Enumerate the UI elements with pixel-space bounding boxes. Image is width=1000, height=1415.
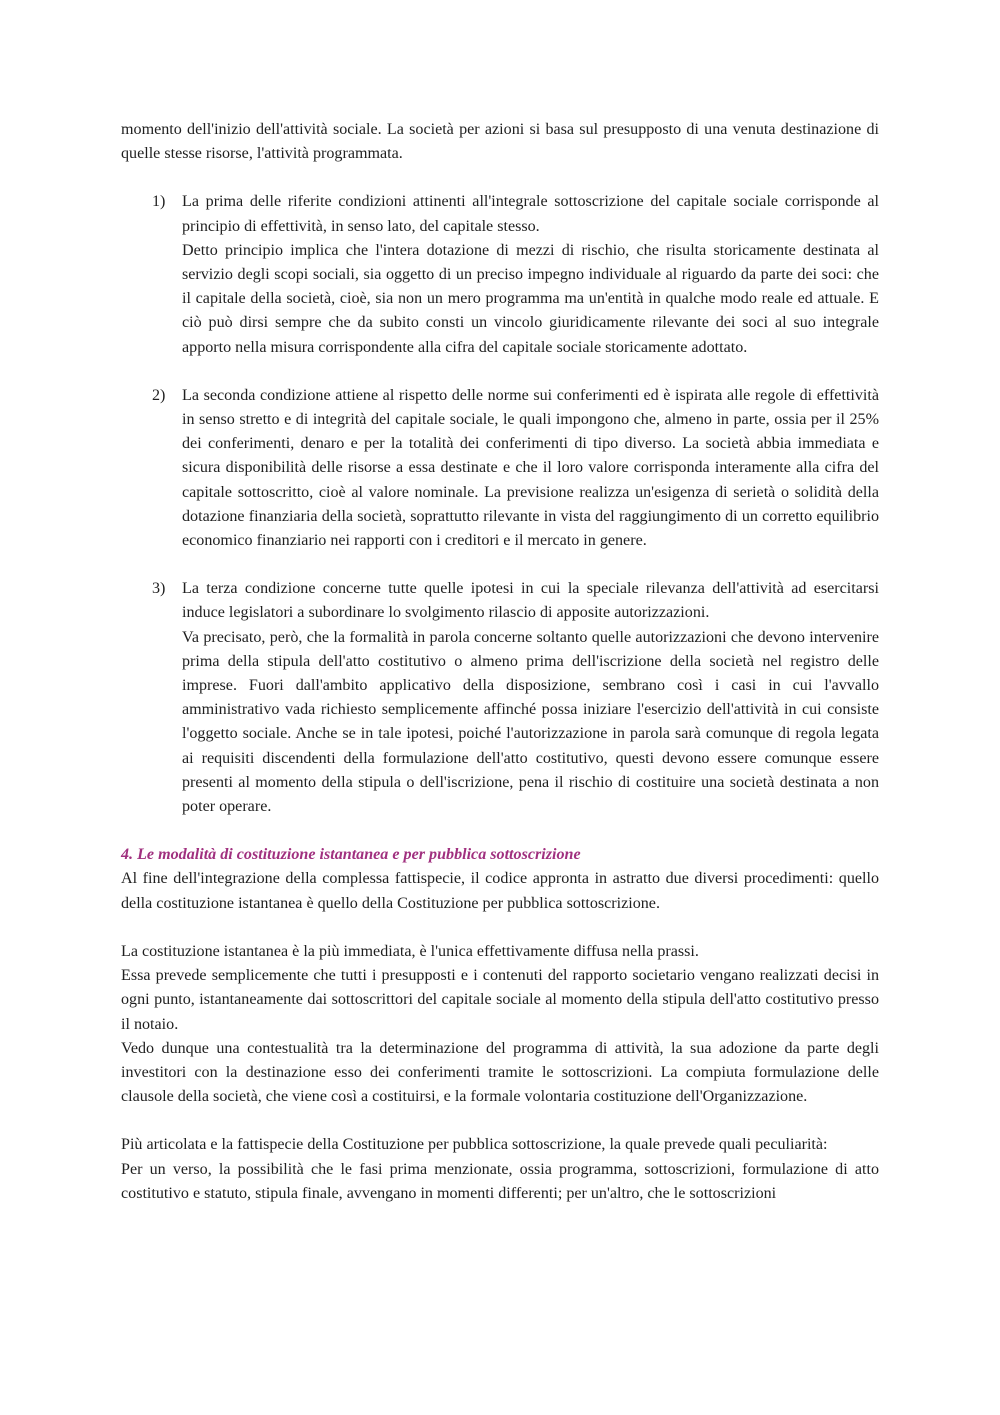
intro-paragraph: momento dell'inizio dell'attività sociale. La società per azioni si basa sul presupposto di una venuta destinazione di quelle stesse risorse, l'attività programmata. xyxy=(121,121,879,163)
section-paragraph-1: Al fine dell'integrazione della complessa fattispecie, il codice appronta in astratto due diversi procedimenti: quello della costituzione istantanea è quello della Costituzione per pubblica sottoscrizione. xyxy=(121,870,879,912)
section-paragraph-2: La costituzione istantanea è la più immediata, è l'unica effettivamente diffusa nella prassi. xyxy=(121,942,699,960)
section-heading: 4. Le modalità di costituzione istantanea e per pubblica sottoscrizione xyxy=(121,846,581,864)
section-paragraph-6: Per un verso, la possibilità che le fasi prima menzionate, ossia programma, sottoscrizioni, formulazione di atto costitutivo e statuto, stipula finale, avvengano in momenti differenti; per un'altro, che le sottoscrizioni xyxy=(121,1160,879,1202)
list-number: 3) xyxy=(152,580,166,598)
list-item-1-paragraph-2: Detto principio implica che l'intera dotazione di mezzi di rischio, che risulta storicamente destinata al servizio degli scopi sociali, sia oggetto di un preciso impegno individuale al riguardo da parte dei soci: che il capitale della società, cioè, sia non un mero programma ma un'entità in qualche modo reale ed attuale. E ciò può dirsi sempre che da subito consti un vincolo giuridicamente rilevante dei soci al suo integrale apporto nella misura corrispondente alla cifra del capitale sociale storicamente adottato. xyxy=(182,241,879,356)
list-number: 1) xyxy=(152,193,166,211)
section-paragraph-3: Essa prevede semplicemente che tutti i presupposti e i contenuti del rapporto societario vengano realizzati decisi in ogni punto, istantaneamente dai sottoscrittori del capitale sociale al momento della stipula dell'atto costitutivo presso il notaio. xyxy=(121,967,879,1033)
list-item-3-paragraph-2: Va precisato, però, che la formalità in parola concerne soltanto quelle autorizzazioni che devono intervenire prima della stipula dell'atto costitutivo o almeno prima dell'iscrizione della società nel registro delle imprese. Fuori dall'ambito applicativo della disposizione, sembrano così i casi in cui l'avvallo amministrativo vada richiesto semplicemente affinché possa iniziare l'esercizio dell'attività in cui consiste l'oggetto sociale. Anche se in tale ipotesi, poiché l'autorizzazione in parola sarà comunque di regola legata ai requisiti discendenti della formulazione dell'atto costitutivo, questi devono essere comunque essere presenti al momento della stipula o dell'iscrizione, pena il rischio di costituire una società destinata a non poter operare. xyxy=(182,628,879,816)
list-item-3 xyxy=(121,577,879,819)
section-paragraph-5: Più articolata e la fattispecie della Costituzione per pubblica sottoscrizione, la quale prevede quali peculiarità: xyxy=(121,1136,828,1154)
list-item-1-paragraph-1: La prima delle riferite condizioni attinenti all'integrale sottoscrizione del capitale sociale corrisponde al principio di effettività, in senso lato, del capitale stesso. xyxy=(182,193,879,235)
list-item-2 xyxy=(121,384,879,553)
document-page xyxy=(121,118,879,1206)
list-number: 2) xyxy=(152,386,166,404)
list-item-3-paragraph-1: La terza condizione concerne tutte quelle ipotesi in cui la speciale rilevanza dell'attività ad esercitarsi induce legislatori a subordinare lo svolgimento rilascio di apposite autorizzazioni. xyxy=(182,580,879,622)
list-item-1 xyxy=(121,190,879,359)
list-item-2-paragraph-1: La seconda condizione attiene al rispetto delle norme sui conferimenti ed è ispirata alle regole di effettività in senso stretto e di integrità del capitale sociale, le quali impongono che, almeno in parte, ossia per il 25% dei conferimenti, denaro e per la totalità dei conferimenti di tipo diverso. La società abbia immediata e sicura disponibilità delle risorse a essa destinate e che il loro valore corrisponda interamente alla cifra del capitale sottoscritto, cioè al valore nominale. La previsione realizza un'esigenza di serietà o solidità della dotazione finanziaria della società, soprattutto rilevante in vista del raggiungimento di un corretto equilibrio economico finanziario nei rapporti con i creditori e il mercato in genere. xyxy=(182,386,879,550)
section-paragraph-4: Vedo dunque una contestualità tra la determinazione del programma di attività, la sua adozione da parte degli investitori con la destinazione esso dei conferimenti tramite le sottoscrizioni. La compiuta formulazione delle clausole della società, che viene così a costituirsi, e la formale volontaria costituzione dell'Organizzazione. xyxy=(121,1039,879,1106)
